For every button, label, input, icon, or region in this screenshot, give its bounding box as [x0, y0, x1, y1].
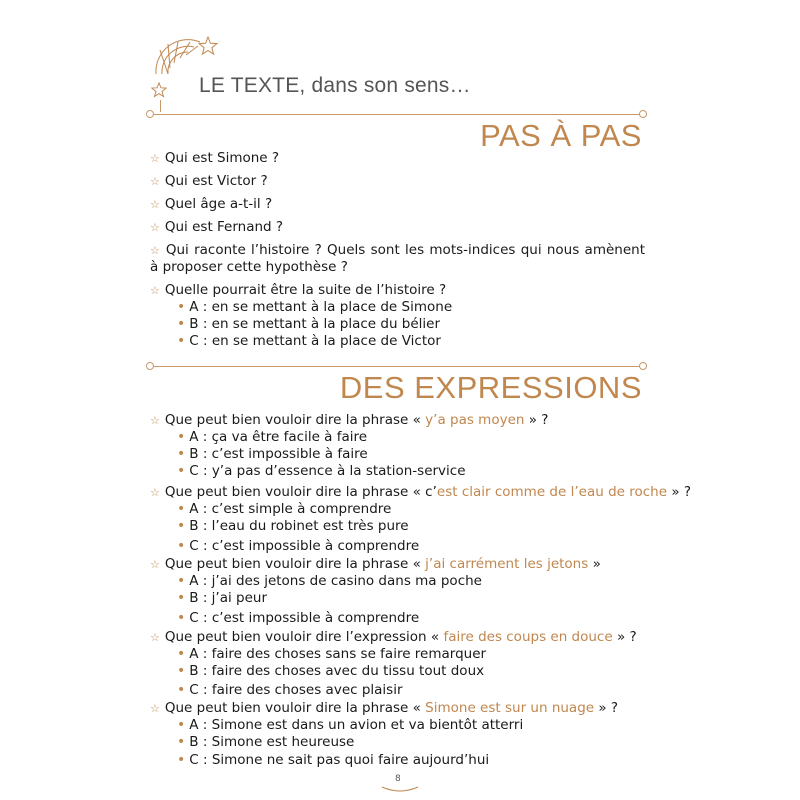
expression-highlight: y’a pas moyen	[425, 412, 525, 428]
middle-divider	[150, 366, 643, 367]
bullet-icon: •	[177, 333, 186, 349]
question-item: ☆ Qui est Fernand ?	[150, 219, 284, 235]
star-icon: ☆	[150, 631, 160, 644]
star-icon: ☆	[150, 221, 160, 234]
section-heading-pas-a-pas: PAS À PAS	[480, 118, 642, 153]
option-item: • C : c’est impossible à comprendre	[177, 610, 420, 626]
star-icon	[198, 36, 218, 56]
star-icon: ☆	[150, 702, 160, 715]
question-item: ☆ Qui est Simone ?	[150, 150, 280, 166]
option-item: • C : faire des choses avec plaisir	[177, 682, 403, 698]
expression-question: ☆ Que peut bien vouloir dire la phrase « Simone est sur un nuage » ?	[150, 700, 619, 716]
expression-highlight: j’ai carrément les jetons	[425, 556, 589, 572]
expression-highlight: faire des coups en douce	[443, 629, 613, 645]
section-heading-des-expressions: DES EXPRESSIONS	[339, 370, 642, 405]
option-item: • B : Simone est heureuse	[177, 734, 355, 750]
header-title: LE TEXTE, dans son sens…	[199, 74, 471, 97]
option-item: • B : j’ai peur	[177, 590, 267, 606]
bullet-icon: •	[177, 734, 186, 750]
expression-highlight: Simone est sur un nuage	[425, 700, 595, 716]
option-item: • A : en se mettant à la place de Simone	[177, 299, 453, 315]
question-item: ☆ Quel âge a-t-il ?	[150, 196, 273, 212]
bullet-icon: •	[177, 538, 186, 554]
option-item: • A : Simone est dans un avion et va bientôt atterri	[177, 717, 524, 733]
bullet-icon: •	[177, 610, 186, 626]
divider-end-dot	[146, 362, 154, 370]
expression-question: ☆ Que peut bien vouloir dire la phrase « c’est clair comme de l’eau de roche » ?	[150, 484, 692, 500]
divider-end-dot	[146, 110, 154, 118]
option-item: • C : y’a pas d’essence à la station-service	[177, 463, 466, 479]
option-item: • C : Simone ne sait pas quoi faire aujourd’hui	[177, 752, 490, 768]
option-item: • C : c’est impossible à comprendre	[177, 538, 420, 554]
option-item: • B : en se mettant à la place du bélier	[177, 316, 441, 332]
bullet-icon: •	[177, 646, 186, 662]
small-star-icon	[151, 82, 167, 98]
option-item: • A : ça va être facile à faire	[177, 429, 368, 445]
question-item: ☆ Qui est Victor ?	[150, 173, 268, 189]
expression-question: ☆ Que peut bien vouloir dire la phrase « y’a pas moyen » ?	[150, 412, 549, 428]
bullet-icon: •	[177, 573, 186, 589]
bullet-icon: •	[177, 316, 186, 332]
option-item: • C : en se mettant à la place de Victor	[177, 333, 441, 349]
bullet-icon: •	[177, 429, 186, 445]
bullet-icon: •	[177, 299, 186, 315]
top-divider	[150, 114, 643, 115]
ornament-vertical-rule	[160, 100, 161, 112]
star-icon: ☆	[150, 558, 160, 571]
divider-end-dot	[639, 110, 647, 118]
option-item: • A : c’est simple à comprendre	[177, 501, 392, 517]
bullet-icon: •	[177, 518, 186, 534]
bullet-icon: •	[177, 717, 186, 733]
expression-highlight: est clair comme de l’eau de roche	[436, 484, 668, 500]
bullet-icon: •	[177, 663, 186, 679]
star-icon: ☆	[150, 152, 160, 165]
star-icon: ☆	[150, 414, 160, 427]
bullet-icon: •	[177, 590, 186, 606]
bullet-icon: •	[177, 682, 186, 698]
expression-question: ☆ Que peut bien vouloir dire l’expression « faire des coups en douce » ?	[150, 629, 637, 645]
option-item: • A : j’ai des jetons de casino dans ma poche	[177, 573, 482, 589]
star-icon: ☆	[150, 244, 161, 257]
divider-end-dot	[639, 362, 647, 370]
bullet-icon: •	[177, 501, 186, 517]
bullet-icon: •	[177, 463, 186, 479]
question-item: ☆ Quelle pourrait être la suite de l’histoire ?	[150, 282, 447, 298]
bullet-icon: •	[177, 446, 186, 462]
option-item: • B : l’eau du robinet est très pure	[177, 518, 409, 534]
star-icon: ☆	[150, 486, 160, 499]
star-icon: ☆	[150, 284, 160, 297]
wave-ornament-icon	[380, 784, 420, 794]
expression-question: ☆ Que peut bien vouloir dire la phrase « j’ai carrément les jetons »	[150, 556, 601, 572]
star-icon: ☆	[150, 175, 160, 188]
option-item: • A : faire des choses sans se faire remarquer	[177, 646, 487, 662]
question-item: ☆ Qui raconte l’histoire ? Quels sont les mots-indices qui nous amènent à proposer cette hypothèse ?	[150, 242, 645, 275]
option-item: • B : c’est impossible à faire	[177, 446, 368, 462]
star-icon: ☆	[150, 198, 160, 211]
option-item: • B : faire des choses avec du tissu tout doux	[177, 663, 485, 679]
bullet-icon: •	[177, 752, 186, 768]
page-number: 8	[395, 774, 401, 784]
